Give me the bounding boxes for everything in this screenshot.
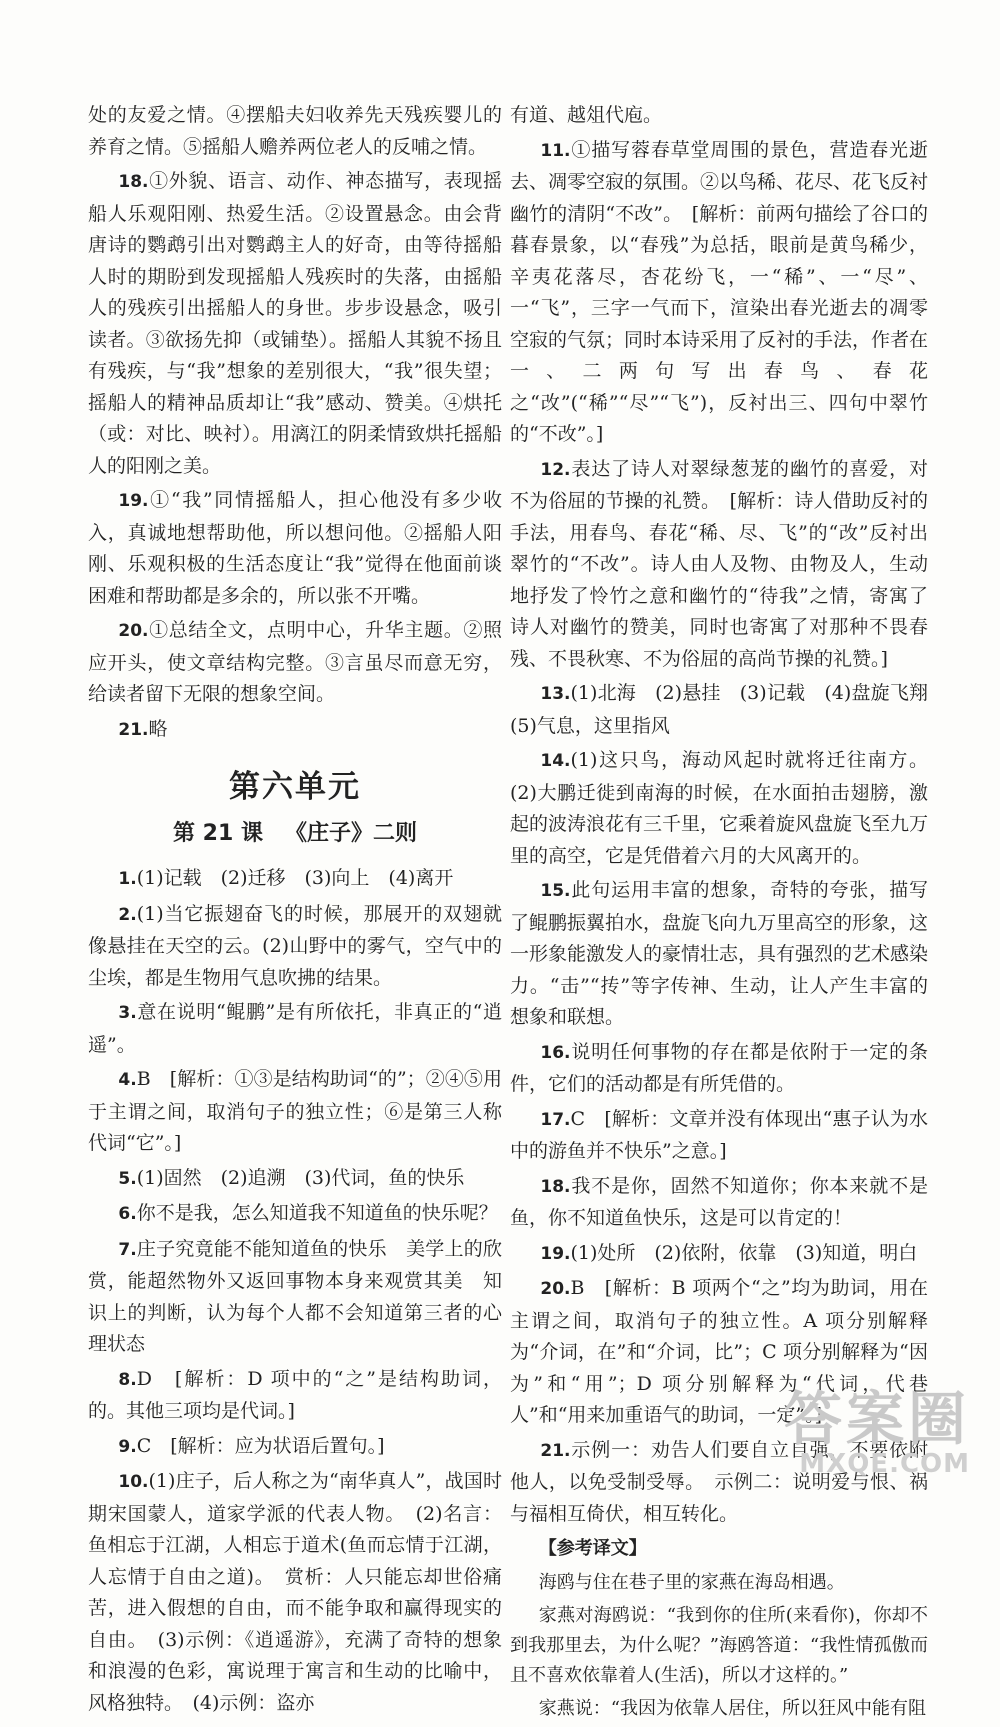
answer-text: 此句运用丰富的想象，奇特的夸张，描写了鲲鹏振翼拍水，盘旋飞向九万里高空的形象，这一形象能激发人的豪情壮志，具有强烈的艺术感染力。“击”“抟”等字传神、生动，让人产生丰富的想象和联想。 bbox=[510, 879, 929, 1028]
watermark bbox=[740, 1359, 970, 1479]
answer-text: (1)这只鸟，海动风起时就将迁往南方。(2)大鹏迁徙到南海的时候，在水面拍击翅膀，激起的波涛浪花有三千里，它乘着旋风盘旋飞至九万里的高空，它是凭借着六月的大风离开的。 bbox=[510, 749, 929, 867]
lesson-answer-4 bbox=[88, 1064, 502, 1160]
answer-text: (1)处所 (2)依附，依靠 (3)知道，明白 bbox=[570, 1241, 918, 1264]
answer-number: 20. bbox=[540, 1279, 571, 1299]
answer-text: ①“我”同情摇船人，担心他没有多少收入，真诚地想帮助他，所以想问他。②摇船人阳刚、乐观积极的生活态度让“我”觉得在他面前谈困难和帮助都是多余的，所以张不开嘴。 bbox=[88, 489, 502, 607]
lesson-answer-10 bbox=[88, 1466, 502, 1719]
reference-translation bbox=[510, 1568, 928, 1724]
answer-text: D [解析：D 项中的“之”是结构助词，的。其他三项均是代词。] bbox=[88, 1367, 502, 1422]
answer-text: C [解析：文章并没有体现出“惠子认为水中的游鱼并不快乐”之意。] bbox=[510, 1107, 928, 1162]
answer-11 bbox=[510, 135, 928, 451]
answer-number: 9. bbox=[118, 1436, 137, 1457]
answer-number: 1. bbox=[118, 869, 137, 889]
answer-number: 19. bbox=[118, 491, 149, 511]
answer-text: C [解析：应为状语后置句。] bbox=[136, 1434, 385, 1457]
lesson-answer-8 bbox=[88, 1364, 502, 1428]
answer-number: 4. bbox=[118, 1070, 137, 1090]
answer-text: B [解析：B 项两个“之”均为助词，用在主谓之间，取消句子的独立性。A 项分别解释为“介词，在”和“介词，比”；C 项分别解释为“因为”和“用”；D 项分别解释为“代词，代巷人”和“用来加重语气的助词，一定”。] bbox=[510, 1277, 928, 1426]
answer-17 bbox=[510, 1104, 928, 1168]
answer-number: 2. bbox=[118, 904, 137, 925]
unit-title: 第六单元 bbox=[229, 769, 361, 805]
answer-18 bbox=[88, 166, 502, 482]
answer-number: 18. bbox=[118, 172, 149, 192]
answer-19 bbox=[88, 485, 502, 612]
lesson-answer-2 bbox=[88, 899, 502, 995]
answer-number: 17. bbox=[540, 1109, 571, 1130]
translation-paragraph: 海鸥与住在巷子里的家燕在海岛相遇。 bbox=[538, 1571, 845, 1593]
answer-number: 18. bbox=[540, 1176, 571, 1197]
lesson-title bbox=[88, 818, 502, 850]
answer-number: 12. bbox=[540, 459, 571, 480]
translation-paragraph: 家燕对海鸥说：“我到你的住所(来看你)，你却不到我那里去，为什么呢？”海鸥答道：“我性情孤傲而且不喜欢依靠着人(生活)，所以才这样的。” bbox=[510, 1604, 928, 1686]
answer-text: 你不是我，怎么知道我不知道鱼的快乐呢？ bbox=[136, 1202, 498, 1224]
answer-number: 16. bbox=[540, 1042, 571, 1063]
answer-number: 3. bbox=[118, 1003, 137, 1023]
answer-number: 11. bbox=[540, 140, 571, 161]
answer-text: ①外貌、语言、动作、神态描写，表现摇船人乐观阳刚、热爱生活。②设置悬念。由会背唐诗的鹦鹉引出对鹦鹉主人的好奇，由等待摇船人时的期盼到发现摇船人残疾时的失落，由摇船人的残疾引出摇船人的身世。步步设悬念，吸引读者。③欲扬先抑（或铺垫）。摇船人其貌不扬且有残疾，与“我”想象的差别很大，“我”很失望；摇船人的精神品质却让“我”感动、赞美。④烘托（或：对比、映衬）。用漓江的阴柔情致烘托摇船人的阳刚之美。 bbox=[88, 170, 502, 477]
answer-number: 21. bbox=[540, 1440, 571, 1461]
answer-text: 说明任何事物的存在都是依附于一定的条件，它们的活动都是有所凭借的。 bbox=[510, 1040, 928, 1095]
answer-19 bbox=[510, 1238, 928, 1271]
answer-paragraph: 有道、越俎代庖。 bbox=[510, 104, 663, 126]
answer-text: 我不是你，固然不知道你；你本来就不是鱼，你不知道鱼快乐，这是可以肯定的！ bbox=[510, 1174, 928, 1229]
answer-text: (1)庄子，后人称之为“南华真人”，战国时期宋国蒙人，道家学派的代表人物。 (2)名言：鱼相忘于江湖，人相忘于道术(鱼而忘情于江湖，人忘情于自由之道)。 赏析：人只能忘却世俗痛苦，进入假想的自由，而不能争取和赢得现实的自由。 (3)示例：《逍遥游》，充满了奇特的想象和浪漫的色彩，寓说理于寓言和生动的比喻中，风格独特。 (4)示例：盗亦 bbox=[88, 1470, 502, 1714]
answer-18 bbox=[510, 1171, 928, 1235]
answer-number: 19. bbox=[540, 1243, 571, 1264]
answer-text: ①描写蓉春草堂周围的景色，营造春光逝去、凋零空寂的氛围。②以鸟稀、花尽、花飞反衬幽竹的清阴“不改”。 [解析：前两句描绘了谷口的暮春景象，以“春残”为总括，眼前是黄鸟稀少，辛夷花落尽，杏花纷飞，一“稀”、一“尽”、一“飞”，三字一气而下，渲染出春光逝去的凋零空寂的气氛；同时本诗采用了反衬的手法，作者在一、二两句写出春鸟、春花之“改”(“稀”“尽”“飞”)，反衬出三、四句中翠竹的“不改”。] bbox=[510, 138, 929, 445]
answer-number: 6. bbox=[118, 1204, 137, 1224]
answer-21 bbox=[88, 714, 502, 747]
lesson-answer-5 bbox=[88, 1163, 502, 1196]
answer-number: 21. bbox=[118, 719, 149, 740]
answer-16 bbox=[510, 1037, 928, 1101]
answer-text: 略 bbox=[148, 717, 168, 740]
answer-number: 10. bbox=[118, 1472, 149, 1492]
answer-text: 意在说明“鲲鹏”是有所依托，非真正的“逍遥”。 bbox=[88, 1001, 502, 1056]
watermark-url: MXQE.COM bbox=[799, 1449, 970, 1479]
answer-number: 8. bbox=[118, 1369, 137, 1390]
answer-12 bbox=[510, 454, 928, 676]
answer-text: 表达了诗人对翠绿葱茏的幽竹的喜爱，对不为俗屈的节操的礼赞。 [解析：诗人借助反衬的手法，用春鸟、春花“稀、尽、飞”的“改”反衬出翠竹的“不改”。诗人由人及物、由物及人，生动地抒发了怜竹之意和幽竹的“待我”之情，寄寓了诗人对幽竹的赞美，同时也寄寓了对那种不畏春残、不畏秋寒、不为俗屈的高尚节操的礼赞。] bbox=[510, 457, 928, 670]
answer-number: 13. bbox=[540, 684, 571, 704]
answer-number: 20. bbox=[118, 621, 149, 641]
answer-text: ①总结全文，点明中心，升华主题。②照应开头，使文章结构完整。③言虽尽而意无穷，给读者留下无限的想象空间。 bbox=[88, 619, 502, 705]
lesson-answer-1 bbox=[88, 863, 502, 896]
answer-14 bbox=[510, 745, 928, 872]
answer-15 bbox=[510, 875, 928, 1034]
lesson-name: 《庄子》二则 bbox=[284, 820, 417, 846]
lesson-answer-3 bbox=[88, 997, 502, 1061]
answer-text: 庄子究竟能不能知道鱼的快乐 美学上的欣赏，能超然物外又返回事物本身来观赏其美 知识上的判断，认为每个人都不会知道第三者的心理状态 bbox=[88, 1237, 502, 1355]
answer-text: (1)当它振翅奋飞的时候，那展开的双翅就像悬挂在天空的云。(2)山野中的雾气，空气中的尘埃，都是生物用气息吹拂的结果。 bbox=[88, 902, 502, 989]
answer-text: (1)记载 (2)迁移 (3)向上 (4)离开 bbox=[136, 867, 454, 889]
lesson-answer-7 bbox=[88, 1234, 502, 1361]
reference-translation-title: 【参考译文】 bbox=[538, 1538, 647, 1559]
answer-number: 15. bbox=[540, 881, 571, 901]
answer-number: 14. bbox=[540, 751, 571, 771]
answer-number: 5. bbox=[118, 1168, 137, 1189]
answer-text: B [解析：①③是结构助词“的”；②④⑤用于主谓之间，取消句子的独立性；⑥是第三人称代词“它”。] bbox=[88, 1068, 502, 1154]
answer-20 bbox=[88, 615, 502, 711]
watermark-logo: 答案圈 bbox=[783, 1385, 970, 1453]
answer-13 bbox=[510, 678, 948, 742]
answer-number: 7. bbox=[118, 1239, 137, 1260]
left-column bbox=[88, 100, 502, 1722]
lesson-answer-9 bbox=[88, 1431, 502, 1464]
right-column bbox=[510, 100, 948, 1727]
translation-paragraph: 家燕说：“我因为依靠人居住，所以狂风中能有阻 bbox=[538, 1697, 926, 1719]
lesson-number: 第 21 课 bbox=[173, 820, 263, 846]
answer-text: 示例一：劝告人们要自立自强，不要依附他人，以免受制受辱。 示例二：说明爱与恨、祸与福相互倚伏，相互转化。 bbox=[510, 1438, 928, 1525]
answer-paragraph: 处的友爱之情。④摆船夫妇收养先天残疾婴儿的养育之情。⑤摇船人赡养两位老人的反哺之情。 bbox=[88, 104, 502, 158]
answer-text: (1)固然 (2)追溯 (3)代词，鱼的快乐 bbox=[136, 1166, 465, 1189]
answer-text: (1)北海 (2)悬挂 (3)记载 (4)盘旋飞翔 (5)气息，这里指风 bbox=[510, 682, 948, 737]
lesson-answer-6 bbox=[88, 1198, 502, 1231]
